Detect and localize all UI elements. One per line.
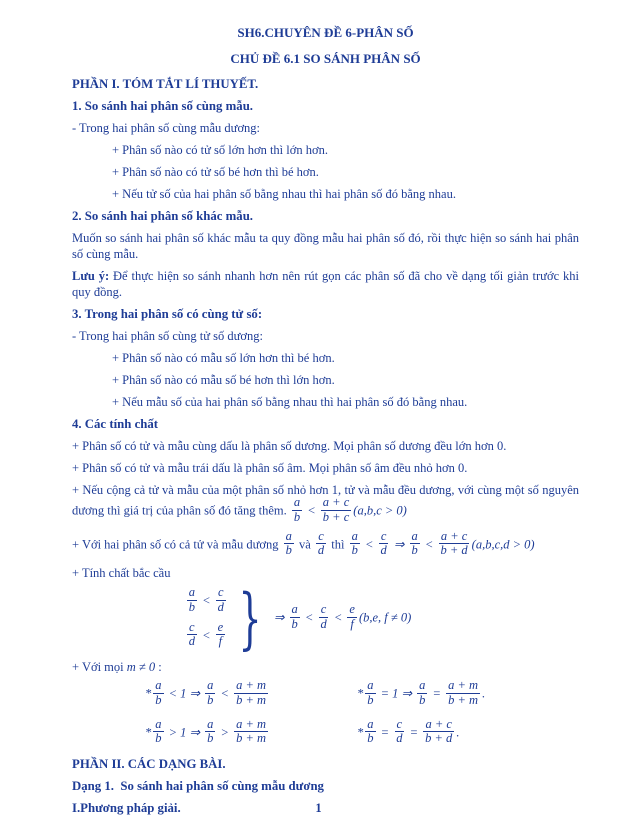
text-run: * <box>145 725 152 740</box>
fraction <box>290 603 300 631</box>
paragraph <box>72 482 579 526</box>
text-run: Để thực hiện so sánh nhanh hơn nên rút gọn các phân số đã cho về dạng tối giản trước khi quy đồng. <box>72 269 579 299</box>
text-run: - Trong hai phân số cùng mẫu dương: <box>72 121 261 135</box>
fraction-numerator: a + m <box>236 716 267 731</box>
text-run: + Phân số nào có tử số bé hơn thì bé hơn. <box>112 165 319 179</box>
text-run: : <box>155 660 162 674</box>
text-run: + Với hai phân số có cả tử và mẫu dương <box>72 537 282 552</box>
text-run: ⇒ <box>273 610 288 625</box>
text-run: < <box>217 686 233 701</box>
fraction <box>365 718 375 746</box>
text-run: + Tính chất bắc cầu <box>72 566 171 580</box>
paragraph <box>72 372 579 388</box>
text-run: < <box>421 537 437 552</box>
section-heading: 3. Trong hai phân số có cùng tử số: <box>72 307 263 321</box>
fraction-denominator: b + d <box>440 543 468 557</box>
fraction-denominator: b + c <box>322 509 350 524</box>
text-run: + Phân số nào có mẫu số lớn hơn thì bé hơn. <box>112 351 335 365</box>
text-run: + Với mọi <box>72 660 127 674</box>
fraction-numerator: c <box>320 602 327 617</box>
fraction-denominator: f <box>350 616 354 631</box>
fraction-numerator: a <box>291 602 298 617</box>
fraction-denominator: b <box>367 692 374 707</box>
paragraph <box>72 142 579 158</box>
fraction <box>379 530 389 558</box>
fraction-numerator: a + m <box>236 678 267 692</box>
fraction-denominator: b <box>351 543 358 557</box>
fraction-denominator: d <box>380 543 387 557</box>
fraction <box>417 679 427 707</box>
formula-cell <box>357 678 579 709</box>
fraction-denominator: b <box>367 731 374 745</box>
fraction <box>187 621 197 649</box>
text-run: > 1 ⇒ <box>165 725 204 740</box>
paragraph <box>72 120 579 136</box>
text-run: Lưu ý: <box>72 269 110 283</box>
section-heading: 4. Các tính chất <box>72 417 159 431</box>
fraction-denominator: d <box>320 616 327 631</box>
fraction-numerator: a <box>207 716 214 731</box>
fraction-denominator: b + d <box>425 731 453 745</box>
text-run: < <box>330 610 346 625</box>
text-run: < <box>304 503 319 518</box>
fraction-denominator: b + m <box>236 731 267 745</box>
fraction-denominator: b <box>207 731 214 745</box>
fraction-numerator: a <box>351 528 358 543</box>
paragraph <box>72 438 579 454</box>
fraction <box>410 530 420 558</box>
text-run: Muốn so sánh hai phân số khác mẫu ta quy đồng mẫu hai phân số đó, rồi thực hiện so sánh hai phân số cùng mẫu. <box>72 231 579 261</box>
fraction <box>350 530 360 558</box>
paragraph <box>72 565 579 581</box>
fraction-numerator: e <box>349 602 355 617</box>
text-run: < <box>198 628 214 643</box>
fraction <box>318 603 328 631</box>
fraction-denominator: b <box>291 616 298 631</box>
fraction-numerator: e <box>217 619 224 634</box>
fraction-numerator: a <box>367 716 374 731</box>
document-content <box>72 24 579 816</box>
fraction-numerator: c <box>318 528 324 543</box>
fraction <box>394 718 404 746</box>
fraction-numerator: a <box>155 678 162 692</box>
fraction <box>234 718 268 746</box>
fraction <box>423 718 454 746</box>
fraction-denominator: b <box>207 692 214 707</box>
fraction <box>205 679 215 707</box>
section-heading: PHẦN I. TÓM TẮT LÍ THUYẾT. <box>72 77 259 91</box>
fraction <box>216 586 226 614</box>
paragraph <box>72 328 579 344</box>
text-run: < <box>301 610 317 625</box>
formula-grid <box>72 678 579 747</box>
text-run: (a,b,c,d > 0) <box>471 537 535 552</box>
fraction-numerator: a + c <box>425 716 452 731</box>
paragraph <box>72 268 579 300</box>
fraction-denominator: d <box>396 731 403 745</box>
fraction <box>321 496 351 524</box>
text-run: < <box>198 593 214 608</box>
paragraph <box>72 350 579 366</box>
fraction-numerator: a <box>411 528 418 543</box>
fraction <box>234 679 268 707</box>
math-row <box>185 585 228 616</box>
fraction <box>446 679 480 707</box>
section-heading: Dạng 1. So sánh hai phân số cùng mẫu dương <box>72 779 324 793</box>
page-number: 1 <box>315 801 322 815</box>
fraction-denominator: b <box>293 509 301 524</box>
fraction-numerator: a + c <box>322 495 350 509</box>
text-run: (b,e, f ≠ 0) <box>358 610 412 625</box>
paragraph <box>72 230 579 262</box>
fraction <box>153 718 163 746</box>
fraction <box>216 621 226 649</box>
paragraph <box>72 528 579 560</box>
text-run: + Nếu mẫu số của hai phân số bằng nhau thì hai phân số đó bằng nhau. <box>112 395 468 409</box>
fraction <box>187 586 197 614</box>
fraction-numerator: a <box>293 495 301 509</box>
paragraph <box>72 186 579 202</box>
fraction-numerator: a <box>155 716 162 731</box>
text-run: * <box>145 686 152 701</box>
fraction <box>292 496 302 524</box>
fraction-denominator: b + m <box>236 692 267 707</box>
fraction-denominator: f <box>218 634 223 648</box>
fraction <box>347 603 357 631</box>
fraction-denominator: b <box>285 543 292 557</box>
formula-cell <box>145 716 357 748</box>
fraction <box>438 530 469 558</box>
fraction-denominator: b <box>155 692 162 707</box>
fraction-denominator: b <box>411 543 418 557</box>
text-run: + Nếu tử số của hai phân số bằng nhau thì hai phân số đó bằng nhau. <box>112 187 456 201</box>
text-run: thì <box>328 537 348 552</box>
fraction-numerator: a <box>207 678 214 692</box>
stacked-inequalities <box>185 585 228 650</box>
text-run: + Phân số nào có tử số lớn hơn thì lớn hơn. <box>112 143 328 157</box>
text-run: < <box>361 537 377 552</box>
doc-title: CHỦ ĐỀ 6.1 SO SÁNH PHÂN SỐ <box>230 51 421 66</box>
fraction-numerator: a <box>285 528 292 543</box>
fraction-denominator: d <box>317 543 325 557</box>
text-run: . <box>456 725 460 740</box>
text-run: * <box>357 686 364 701</box>
paragraph <box>72 659 579 675</box>
paragraph <box>72 460 579 476</box>
fraction-numerator: a <box>367 678 374 692</box>
fraction-denominator: b + m <box>448 692 479 707</box>
fraction-denominator: b <box>188 599 195 614</box>
text-run: + Phân số có tử và mẫu cùng dấu là phân số dương. Mọi phân số dương đều lớn hơn 0. <box>72 439 507 453</box>
fraction-denominator: b <box>155 731 162 745</box>
text-run: > <box>217 725 233 740</box>
section-heading: PHẦN II. CÁC DẠNG BÀI. <box>72 757 226 771</box>
text-run: = 1 ⇒ <box>377 686 416 701</box>
text-run: m ≠ 0 <box>126 660 156 674</box>
math-system-block <box>72 580 524 657</box>
math-conclusion <box>273 602 412 633</box>
text-run: * <box>357 725 364 740</box>
text-run: = <box>429 686 445 701</box>
fraction-numerator: a <box>419 678 426 692</box>
text-run: = <box>377 725 393 740</box>
fraction <box>205 718 215 746</box>
formula-cell <box>357 716 579 748</box>
fraction-numerator: c <box>396 716 403 731</box>
text-run: + Phân số có tử và mẫu trái dấu là phân số âm. Mọi phân số âm đều nhỏ hơn 0. <box>72 461 468 475</box>
text-run: = <box>406 725 422 740</box>
fraction-numerator: a + m <box>448 678 479 692</box>
math-row <box>185 619 228 651</box>
fraction-numerator: a + c <box>440 528 468 543</box>
fraction-denominator: d <box>217 599 224 614</box>
doc-title: SH6.CHUYÊN ĐỀ 6-PHÂN SỐ <box>237 25 414 40</box>
fraction <box>284 530 294 558</box>
section-heading: 1. So sánh hai phân số cùng mẫu. <box>72 99 254 113</box>
text-run: - Trong hai phân số cùng tử số dương: <box>72 329 263 343</box>
fraction <box>153 679 163 707</box>
text-run: . <box>482 686 486 701</box>
paragraph <box>72 164 579 180</box>
fraction-numerator: a <box>188 585 195 599</box>
text-run: (a,b,c > 0) <box>353 503 407 518</box>
fraction-numerator: c <box>189 619 195 634</box>
fraction-numerator: c <box>217 585 224 599</box>
section-heading: I.Phương pháp giải. <box>72 801 181 815</box>
paragraph <box>72 394 579 410</box>
text-run: + Phân số nào có mẫu số bé hơn thì lớn hơn. <box>112 373 335 387</box>
right-brace: } <box>238 580 262 657</box>
fraction-numerator: c <box>380 528 387 543</box>
fraction-denominator: d <box>188 634 195 648</box>
text-run: và <box>295 537 314 552</box>
text-run: < 1 ⇒ <box>165 686 204 701</box>
fraction <box>316 530 326 558</box>
formula-cell <box>145 678 357 709</box>
section-heading: 2. So sánh hai phân số khác mẫu. <box>72 209 254 223</box>
fraction <box>365 679 375 707</box>
fraction-denominator: b <box>419 692 426 707</box>
text-run: ⇒ <box>390 537 408 552</box>
text-run: + Nếu cộng cả tử và mẫu của một phân số nhỏ hơn 1, tử và mẫu đều dương, với cùng một số nguyên dương thì giá trị của phân số đó tăng thêm. <box>72 483 579 518</box>
